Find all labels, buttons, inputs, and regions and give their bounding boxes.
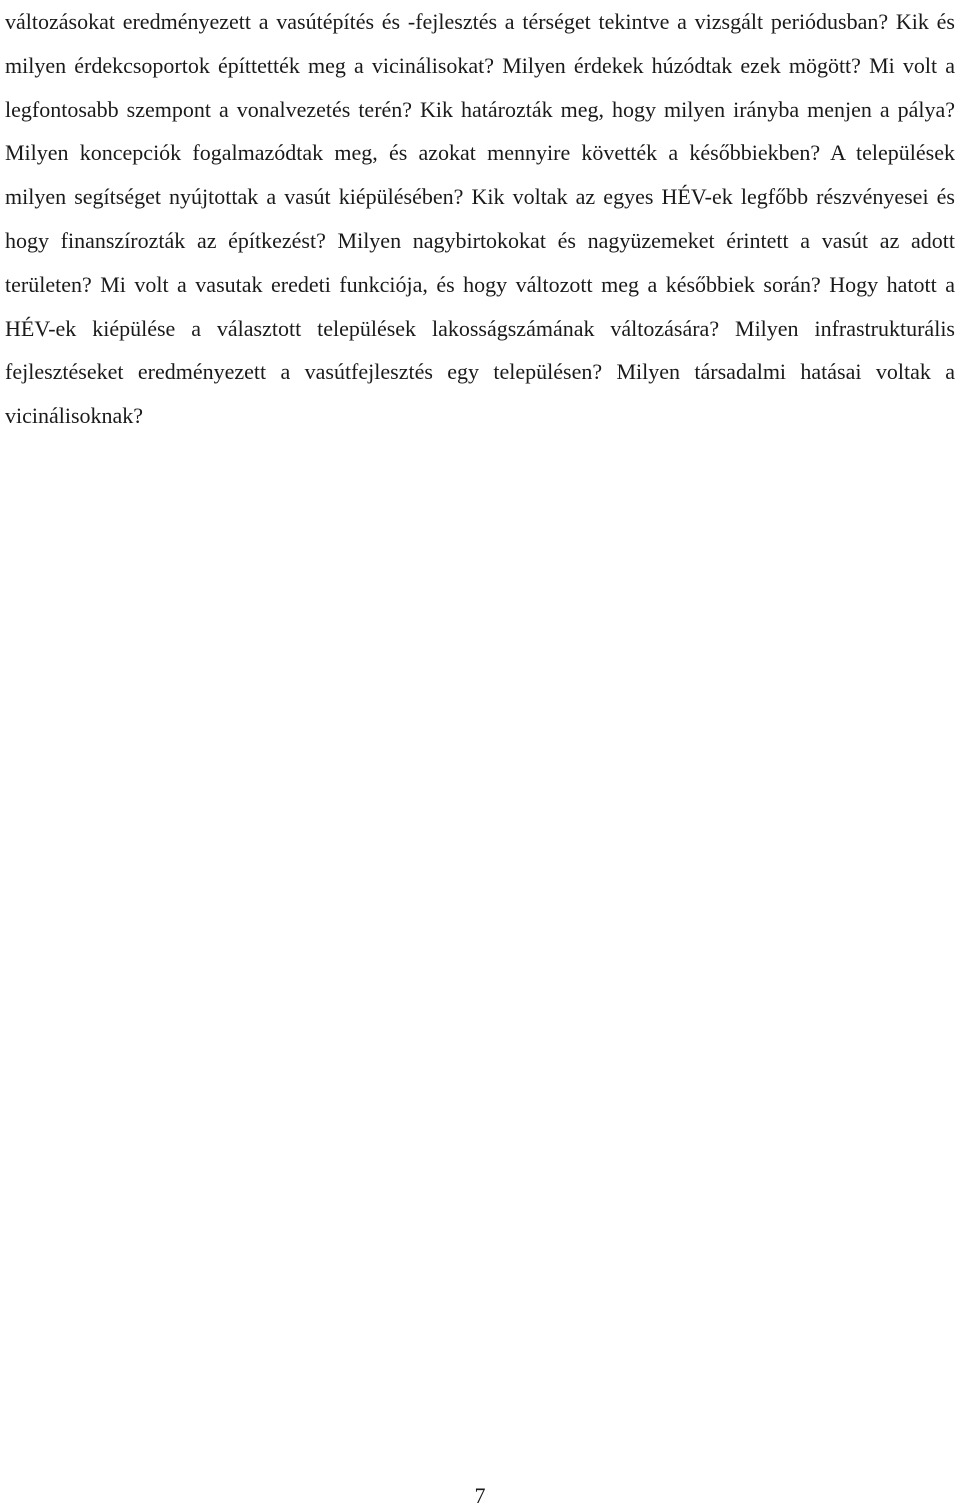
- page-number: 7: [474, 1483, 486, 1508]
- body-paragraph: változásokat eredményezett a vasútépítés és -fejlesztés a térséget tekintve a vizsgált periódusban? Kik és milyen érdekcsoportok építtették meg a vicinálisokat? Milyen érdekek húzódtak ezek mögött? Mi volt a legfontosabb szempont a vonalvezetés terén? Kik határozták meg, hogy milyen irányba menjen a pálya? Milyen koncepciók fogalmazódtak meg, és azokat mennyire követték a későbbiekben? A települések milyen segítséget nyújtottak a vasút kiépülésében? Kik voltak az egyes HÉV-ek legfőbb részvényesei és hogy finanszírozták az építkezést? Milyen nagybirtokokat és nagyüzemeket érintett a vasút az adott területen? Mi volt a vasutak eredeti funkciója, és hogy változott meg a későbbiek során? Hogy hatott a HÉV-ek kiépülése a választott települések lakosságszámának változására? Milyen infrastrukturális fejlesztéseket eredményezett a vasútfejlesztés egy településen? Milyen társadalmi hatásai voltak a vicinálisoknak?: [5, 9, 955, 429]
